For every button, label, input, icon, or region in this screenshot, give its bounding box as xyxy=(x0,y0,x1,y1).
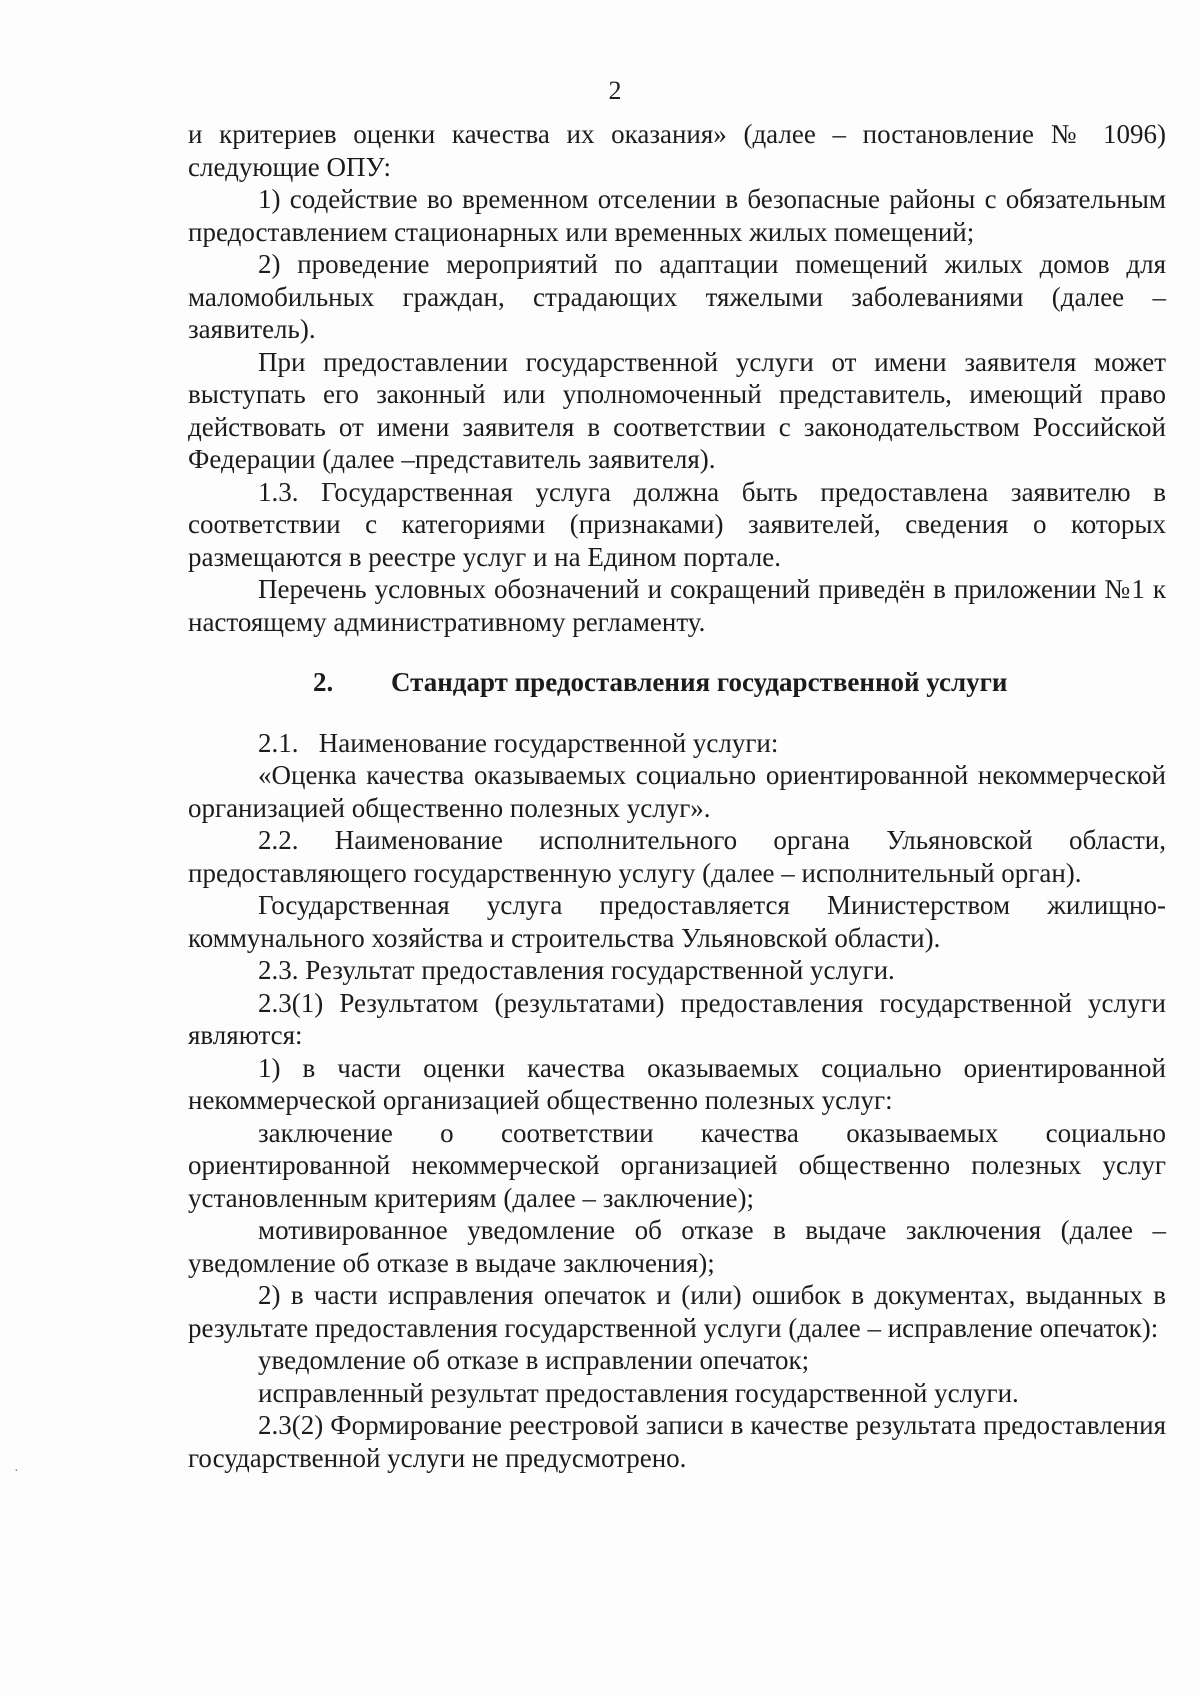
paragraph-correction-refusal: уведомление об отказе в исправлении опечаток; xyxy=(258,1345,810,1375)
paragraph-corrected-result: исправленный результат предоставления государственной услуги. xyxy=(258,1377,1019,1408)
paragraph-refusal-notice: мотивированное уведомление об отказе в выдаче заключения (далее – уведомление об отказе в выдаче заключения); xyxy=(188,1215,1166,1278)
paragraph-2-3-2: 2.3(2) Формирование реестровой записи в качестве результата предоставления государственной услуги не предусмотрено. xyxy=(188,1410,1166,1473)
paragraph-2-3: 2.3. Результат предоставления государственной услуги. xyxy=(258,955,895,985)
paragraph-continuation: и критериев оценки качества их оказания» (далее – постановление № 1096) следующие ОПУ: xyxy=(188,119,1166,182)
paragraph-opu-2: 2) проведение мероприятий по адаптации помещений жилых домов для маломобильных граждан, страдающих тяжелыми заболеваниями (далее – заявитель). xyxy=(188,249,1166,344)
paragraph-abbreviations: Перечень условных обозначений и сокращений приведён в приложении №1 к настоящему административному регламенту. xyxy=(188,574,1166,637)
section-heading-title: Стандарт предоставления государственной услуги xyxy=(391,667,1008,697)
paragraph-2-3-1: 2.3(1) Результатом (результатами) предоставления государственной услуги являются: xyxy=(188,987,1166,1050)
paragraph-result-part-2: 2) в части исправления опечаток и (или) ошибок в документах, выданных в результате предоставления государственной услуги (далее – исправление опечаток): xyxy=(188,1280,1166,1343)
paragraph-result-part-1: 1) в части оценки качества оказываемых социально ориентированной некоммерческой организацией общественно полезных услуг: xyxy=(188,1052,1166,1115)
paragraph-opu-1: 1) содействие во временном отселении в безопасные районы с обязательным предоставлением стационарных или временных жилых помещений; xyxy=(188,184,1166,247)
paragraph-representative: При предоставлении государственной услуги от имени заявителя может выступать его законный или уполномоченный представитель, имеющий право действовать от имени заявителя в соответствии с законодательством Российской Федерации (далее –представитель заявителя). xyxy=(188,346,1166,474)
paragraph-conclusion: заключение о соответствии качества оказываемых социально ориентированной некоммерческой организацией общественно полезных услуг установленным критериям (далее – заключение); xyxy=(188,1117,1166,1213)
paragraph-2-1: 2.1. Наименование государственной услуги: xyxy=(258,727,779,758)
scan-speck: · xyxy=(14,1464,19,1479)
paragraph-2-2: 2.2. Наименование исполнительного органа Ульяновской области, предоставляющего государственную услугу (далее – исполнительный орган). xyxy=(188,825,1166,888)
page-number: 2 xyxy=(608,76,622,105)
paragraph-service-name: «Оценка качества оказываемых социально ориентированной некоммерческой организацией общественно полезных услуг». xyxy=(188,760,1166,823)
section-heading xyxy=(188,666,1166,699)
paragraph-ministry: Государственная услуга предоставляется Министерством жилищно-коммунального хозяйства и строительства Ульяновской области). xyxy=(188,890,1166,953)
document-body xyxy=(188,118,1166,1474)
section-heading-number: 2. xyxy=(313,667,334,697)
paragraph-1-3: 1.3. Государственная услуга должна быть предоставлена заявителю в соответствии с категориями (признаками) заявителей, сведения о которых размещаются в реестре услуг и на Едином портале. xyxy=(188,476,1166,572)
